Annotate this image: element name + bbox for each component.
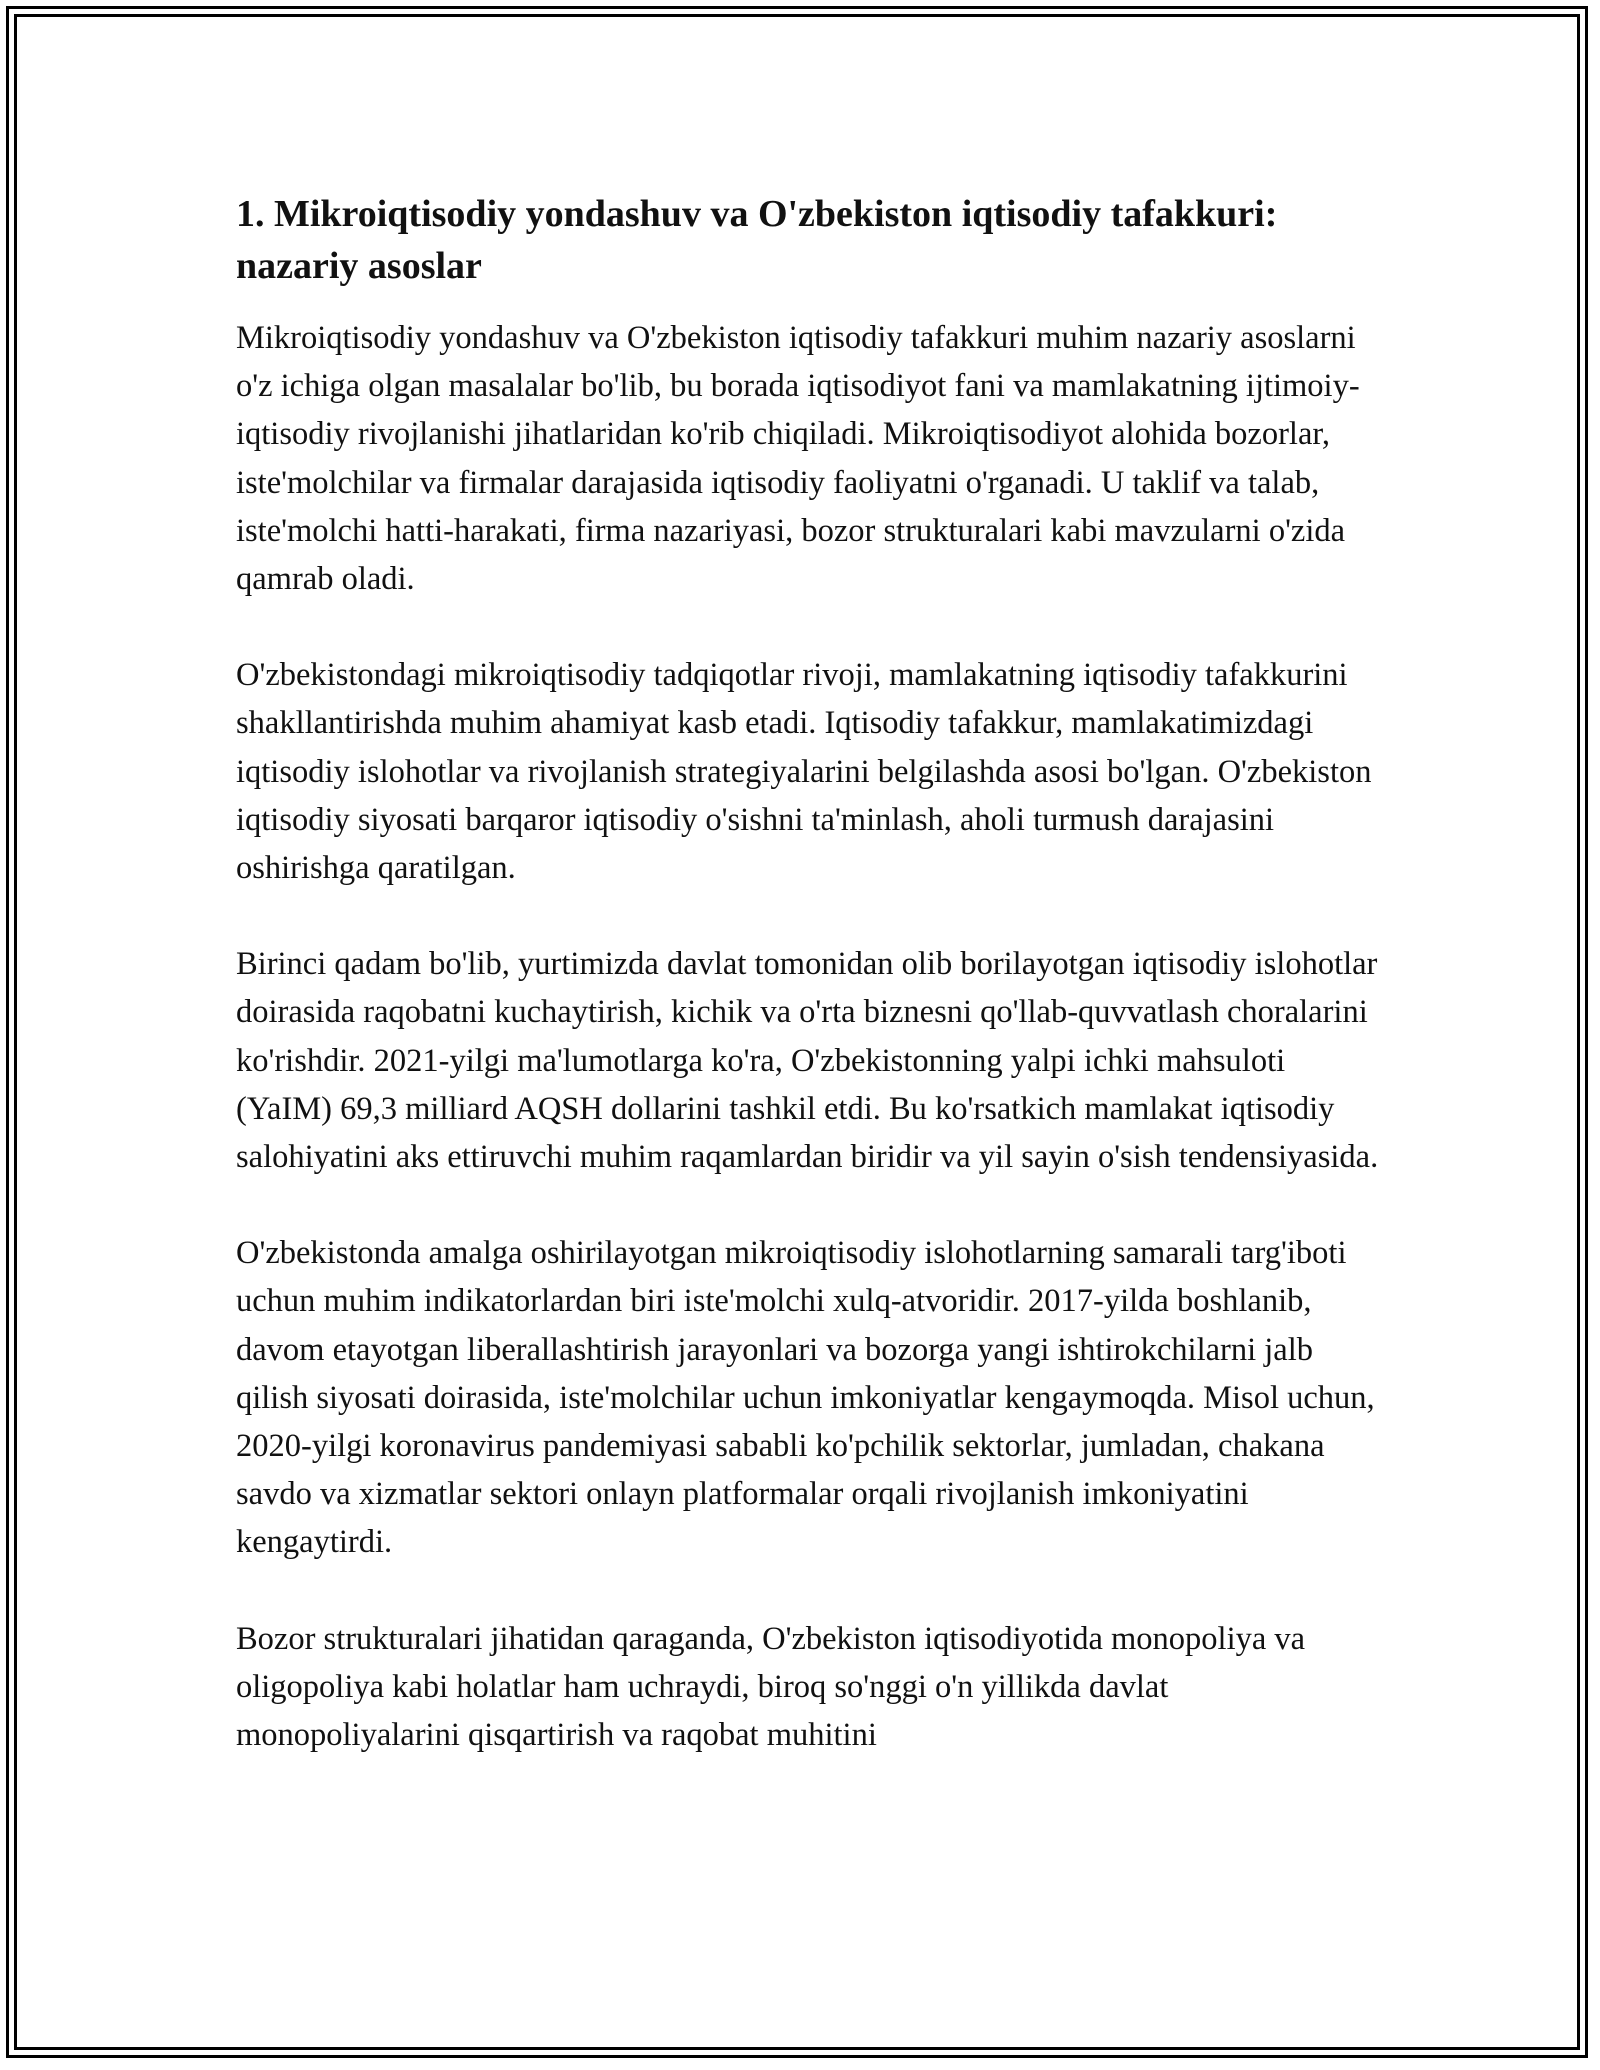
paragraph-3: Birinci qadam bo'lib, yurtimizda davlat tomonidan olib borilayotgan iqtisodiy islohotlar doirasida raqobatni kuchaytirish, kichik va o'rta biznesni qo'llab-quvvatlash choralarini ko'rishdir. 2021-yilgi ma'lumotlarga ko'ra, O'zbekistonning yalpi ichki mahsuloti (YaIM) 69,3 milliard AQSH dollarini tashkil etdi. Bu ko'rsatkich mamlakat iqtisodiy salohiyatini aks ettiruvchi muhim raqamlardan biridir va yil sayin o'sish tendensiyasida. [236, 946, 1379, 1176]
section-heading: 1. Mikroiqtisodiy yondashuv va O'zbekiston iqtisodiy tafakkuri: nazariy asoslar [236, 193, 1278, 287]
document-body [236, 188, 1386, 1807]
paragraph-4: O'zbekistonda amalga oshirilayotgan mikroiqtisodiy islohotlarning samarali targ'iboti uchun muhim indikatorlardan biri iste'molchi xulq-atvoridir. 2017-yilda boshlanib, davom etayotgan liberallashtirish jarayonlari va bozorga yangi ishtirokchilarni jalb qilish siyosati doirasida, iste'molchilar uchun imkoniyatlar kengaymoqda. Misol uchun, 2020-yilgi koronavirus pandemiyasi sababli ko'pchilik sektorlar, jumladan, chakana savdo va xizmatlar sektori onlayn platformalar orqali rivojlanish imkoniyatini kengaytirdi. [236, 1235, 1375, 1561]
paragraph-5: Bozor strukturalari jihatidan qaraganda, O'zbekiston iqtisodiyotida monopoliya va oligopoliya kabi holatlar ham uchraydi, biroq so'nggi o'n yillikda davlat monopoliyalarini qisqartirish va raqobat muhitini [236, 1620, 1306, 1754]
paragraph-2: O'zbekistondagi mikroiqtisodiy tadqiqotlar rivoji, mamlakatning iqtisodiy tafakkurini shakllantirishda muhim ahamiyat kasb etadi. Iqtisodiy tafakkur, mamlakatimizdagi iqtisodiy islohotlar va rivojlanish strategiyalarini belgilashda asosi bo'lgan. O'zbekiston iqtisodiy siyosati barqaror iqtisodiy o'sishni ta'minlash, aholi turmush darajasini oshirishga qaratilgan. [236, 657, 1372, 887]
paragraph-1: Mikroiqtisodiy yondashuv va O'zbekiston iqtisodiy tafakkuri muhim nazariy asoslarni o'z ichiga olgan masalalar bo'lib, bu borada iqtisodiyot fani va mamlakatning ijtimoiy-iqtisodiy rivojlanishi jihatlaridan ko'rib chiqiladi. Mikroiqtisodiyot alohida bozorlar, iste'molchilar va firmalar darajasida iqtisodiy faoliyatni o'rganadi. U taklif va talab, iste'molchi hatti-harakati, firma nazariyasi, bozor strukturalari kabi mavzularni o'zida qamrab oladi. [236, 320, 1360, 598]
